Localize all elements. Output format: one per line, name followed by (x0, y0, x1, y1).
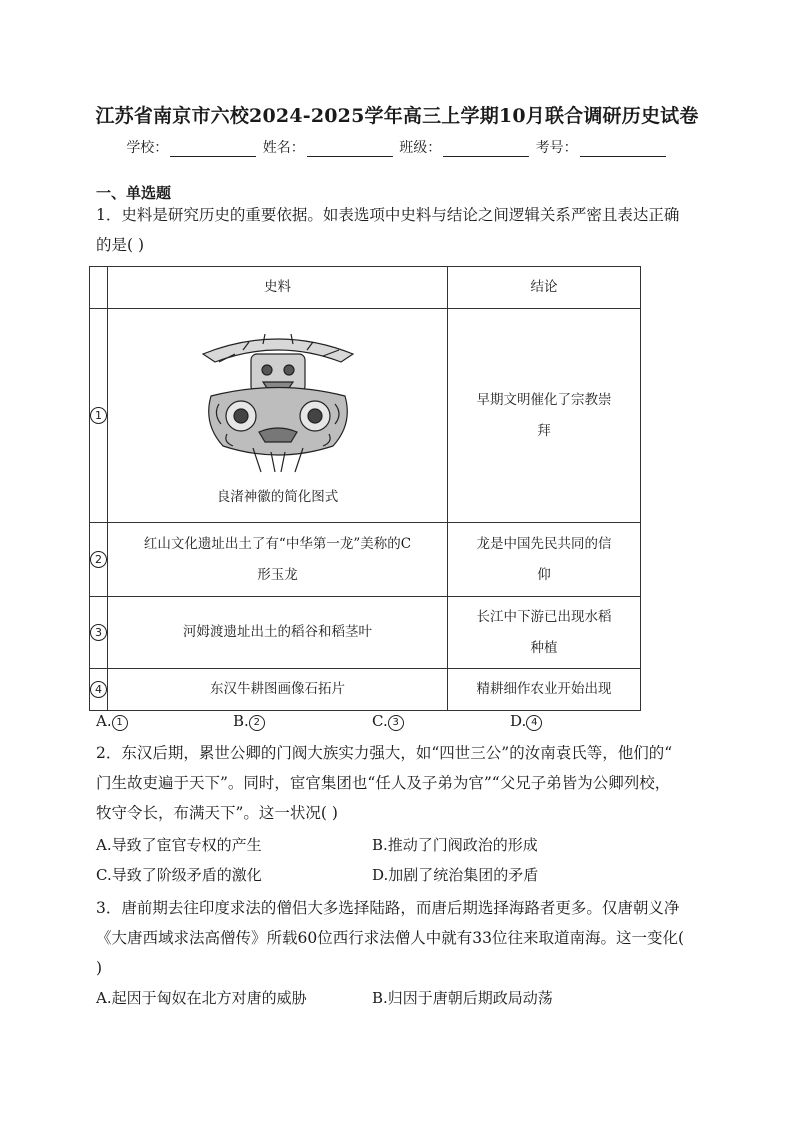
row-number-cell (90, 669, 108, 711)
option-number: 1 (112, 715, 128, 731)
q2-stem (96, 738, 701, 828)
conclusion-line2: 种植 (530, 639, 558, 656)
row-number: 3 (90, 624, 107, 641)
material-line2: 形玉龙 (257, 566, 298, 583)
row-number: 4 (90, 681, 107, 698)
option-number: 4 (526, 715, 542, 731)
q2-line2: 门生故吏遍于天下”。同时，宦官集团也“任人及子弟为官”“父兄子弟皆为公卿列校， (96, 774, 671, 792)
q2-option-c[interactable]: C.导致了阶级矛盾的激化 (96, 866, 262, 884)
exam-title: 江苏省南京市六校2024-2025学年高三上学期10月联合调研历史试卷 (95, 105, 699, 127)
class-label: 班级： (399, 140, 442, 156)
header-conclusion: 结论 (448, 267, 641, 309)
q1-option-d[interactable] (510, 712, 542, 731)
option-letter: C. (372, 712, 388, 730)
number-blank[interactable] (580, 142, 666, 157)
conclusion-cell (448, 309, 641, 523)
conclusion-line2: 仰 (537, 566, 551, 583)
q1-option-a[interactable] (96, 712, 128, 731)
conclusion-cell (448, 597, 641, 669)
material-text: 良渚神徽的简化图式 (216, 489, 339, 505)
table-row (90, 523, 641, 597)
conclusion-line1: 早期文明催化了宗教崇 (476, 391, 612, 408)
row-number: 1 (90, 407, 107, 424)
option-number: 2 (249, 715, 265, 731)
q2-line3: 牧守令长，布满天下”。这一状况( ) (96, 804, 338, 822)
school-label: 学校： (126, 140, 169, 156)
school-blank[interactable] (170, 142, 256, 157)
q1-stem-line1: 1．史料是研究历史的重要依据。如表选项中史料与结论之间逻辑关系严密且表达正确 (96, 206, 680, 224)
row-number-cell (90, 523, 108, 597)
option-number: 3 (388, 715, 404, 731)
q3-line3: ) (96, 959, 103, 977)
conclusion-line1: 长江中下游已出现水稻 (476, 608, 612, 625)
table-header-row (90, 267, 641, 309)
material-line1: 红山文化遗址出土了有“中华第一龙”美称的C (143, 535, 412, 552)
option-letter: B. (233, 712, 249, 730)
table-row (90, 309, 641, 523)
material-cell: 河姆渡遗址出土的稻谷和稻茎叶 (108, 597, 448, 669)
class-blank[interactable] (443, 142, 529, 157)
option-letter: D. (510, 712, 527, 730)
header-empty-cell (90, 267, 108, 309)
q3-stem (96, 893, 701, 983)
conclusion-line2: 拜 (537, 422, 551, 439)
q1-option-c[interactable] (372, 712, 404, 731)
liangzhu-emblem-image (183, 324, 373, 474)
conclusion-cell: 精耕细作农业开始出现 (448, 669, 641, 711)
material-cell: 东汉牛耕图画像石拓片 (108, 669, 448, 711)
q3-option-b[interactable]: B.归因于唐朝后期政局动荡 (372, 989, 553, 1007)
name-blank[interactable] (307, 142, 393, 157)
material-cell (108, 309, 448, 523)
q2-option-d[interactable]: D.加剧了统治集团的矛盾 (372, 866, 539, 884)
q1-stem-line2: 的是( ) (96, 236, 145, 254)
q1-table (89, 266, 641, 711)
material-cell (108, 523, 448, 597)
q1-option-b[interactable] (233, 712, 265, 731)
section-title: 一、单选题 (96, 184, 172, 202)
conclusion-line1: 龙是中国先民共同的信 (476, 535, 612, 552)
q3-line1: 3．唐前期去往印度求法的僧侣大多选择陆路，而唐后期选择海路者更多。仅唐朝义净 (96, 899, 680, 917)
name-label: 姓名： (262, 140, 305, 156)
q3-option-a[interactable]: A.起因于匈奴在北方对唐的威胁 (96, 989, 307, 1007)
row-number: 2 (90, 551, 107, 568)
q2-option-b[interactable]: B.推动了门阀政治的形成 (372, 836, 538, 854)
table-row (90, 597, 641, 669)
table-row (90, 669, 641, 711)
q1-stem (96, 200, 701, 260)
header-material: 史料 (108, 267, 448, 309)
q3-line2: 《大唐西域求法高僧传》所载60位西行求法僧人中就有33位往来取道南海。这一变化( (96, 929, 684, 947)
number-label: 考号： (535, 140, 578, 156)
row-number-cell (90, 309, 108, 523)
option-letter: A. (96, 712, 112, 730)
q2-line1: 2．东汉后期，累世公卿的门阀大族实力强大，如“四世三公”的汝南袁氏等，他们的“ (96, 744, 673, 762)
conclusion-cell (448, 523, 641, 597)
student-info-line (0, 137, 794, 157)
row-number-cell (90, 597, 108, 669)
q2-option-a[interactable]: A.导致了宦官专权的产生 (96, 836, 262, 854)
